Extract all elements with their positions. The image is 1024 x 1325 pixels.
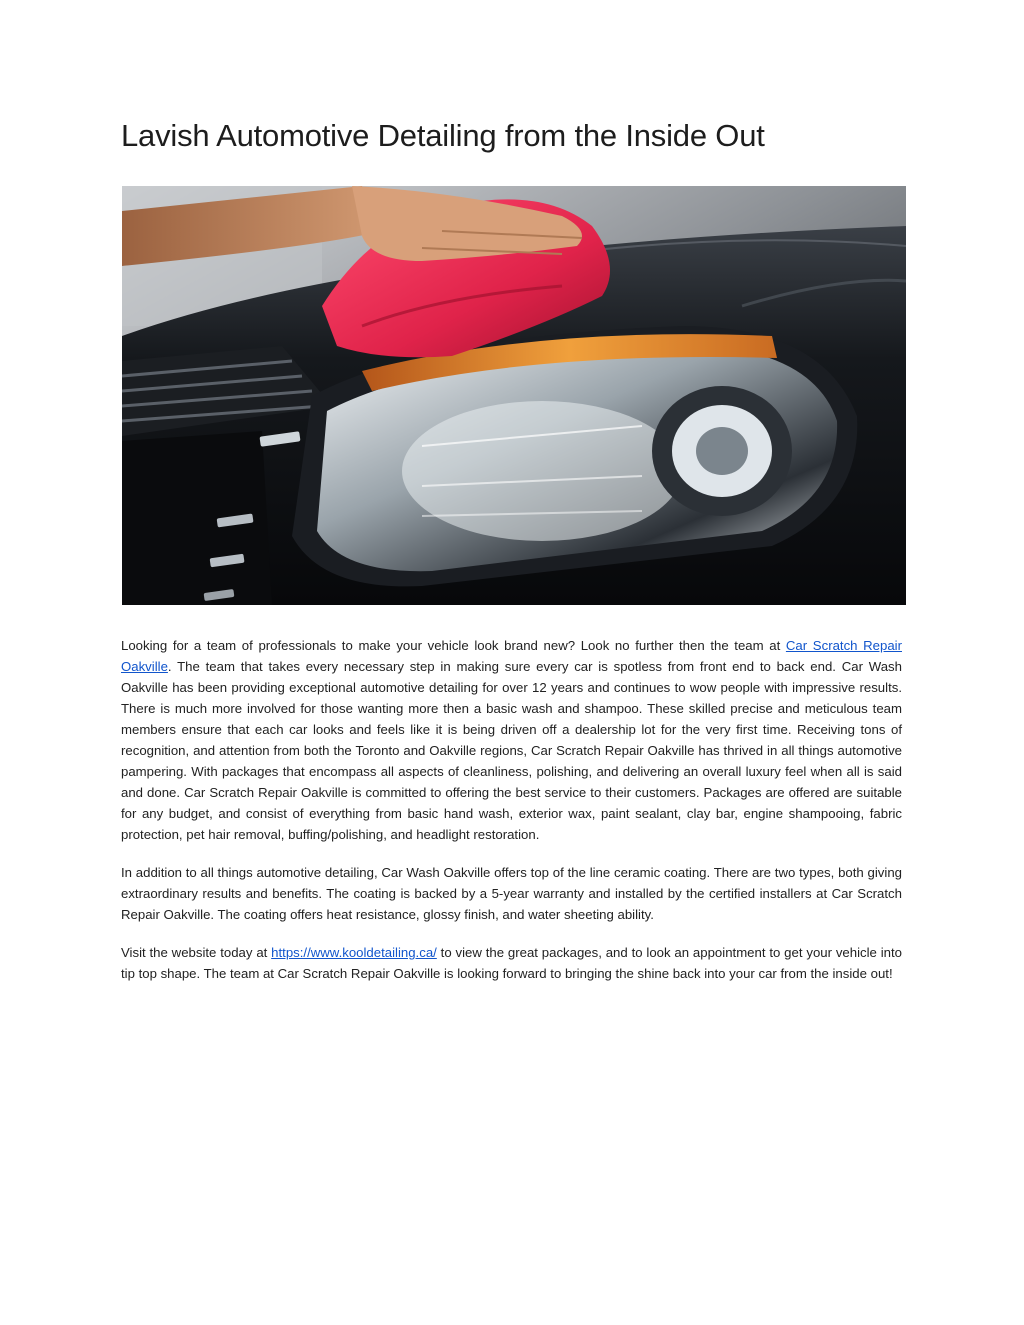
paragraph-text: . The team that takes every necessary step in making sure every car is spotless from front end to back end. Car Wash Oakville has been providing exceptional automotive detailing for over 12 years and continues to wow people with impressive results. There is much more involved for those wanting more then a basic wash and shampoo. These skilled precise and meticulous team members ensure that each car looks and feels like it is being driven off a dealership lot for the very first time. Receiving tons of recognition, and attention from both the Toronto and Oakville regions, Car Scratch Repair Oakville has thrived in all things automotive pampering. With packages that encompass all aspects of cleanliness, polishing, and delivering an overall luxury feel when all is said and done. Car Scratch Repair Oakville is committed to offering the best service to their customers. Packages are offered are suitable for any budget, and consist of everything from basic hand wash, exterior wax, paint sealant, clay bar, engine shampooing, fabric protection, pet hair removal, buffing/polishing, and headlight restoration. [121, 659, 902, 842]
car-scratch-repair-oakville-link[interactable]: Car Scratch Repair Oakville [121, 638, 902, 674]
article-body [121, 635, 902, 1001]
page-title: Lavish Automotive Detailing from the Inside Out [121, 118, 765, 153]
hero-image [122, 186, 906, 605]
paragraph-text: Looking for a team of professionals to make your vehicle look brand new? Look no further then the team at [121, 638, 786, 653]
paragraph-intro [121, 635, 902, 845]
paragraph-text: to view the great packages, and to look an appointment to get your vehicle into tip top shape. The team at Car Scratch Repair Oakville is looking forward to bringing the shine back into your car from the inside out! [121, 945, 902, 981]
car-detailing-photo [122, 186, 906, 605]
paragraph-text: Visit the website today at [121, 945, 272, 960]
kooldetailing-website-link[interactable]: https://www.kooldetailing.ca/ [271, 945, 437, 960]
paragraph-visit-website [121, 942, 902, 984]
paragraph-ceramic-coating: In addition to all things automotive detailing, Car Wash Oakville offers top of the line ceramic coating. There are two types, both giving extraordinary results and benefits. The coating is backed by a 5-year warranty and installed by the certified installers at Car Scratch Repair Oakville. The coating offers heat resistance, glossy finish, and water sheeting ability. [121, 865, 902, 922]
